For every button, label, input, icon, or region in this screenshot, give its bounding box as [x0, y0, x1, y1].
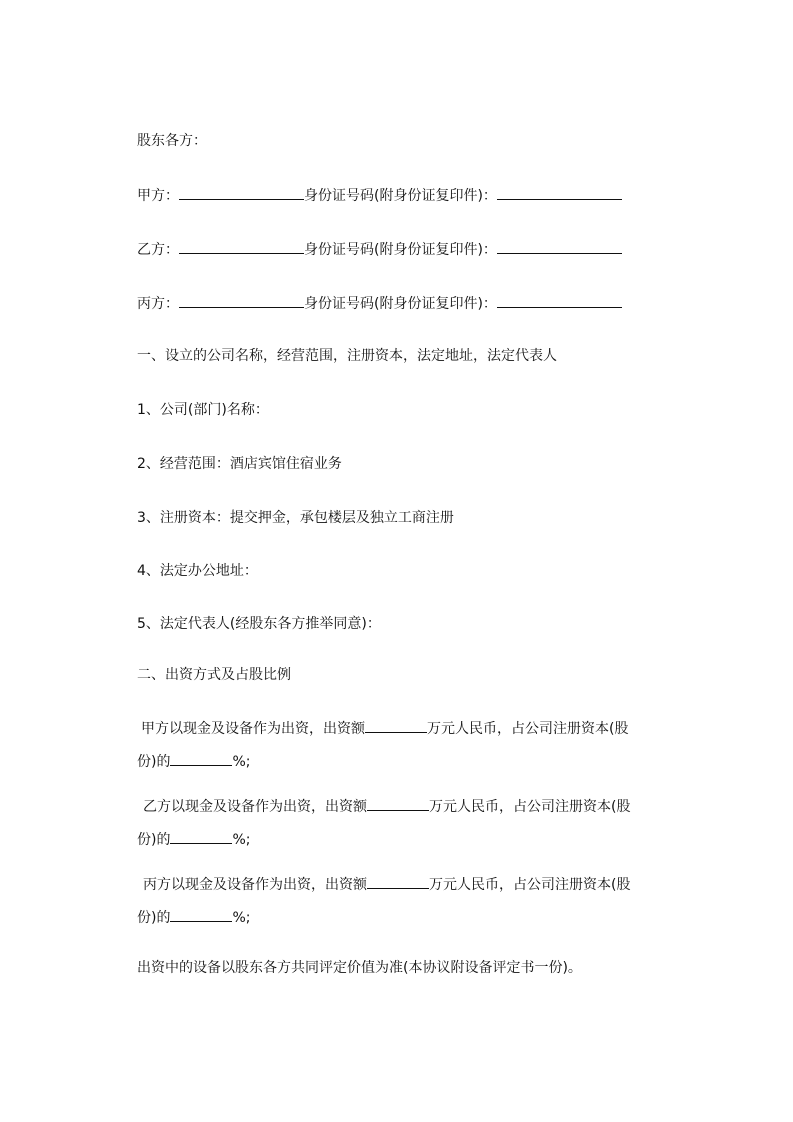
contribution-paragraph-b — [137, 796, 705, 862]
party-row-c — [137, 293, 622, 314]
contribution-text: 甲方以现金及设备作为出资，出资额 — [141, 721, 365, 737]
percent-blank[interactable] — [170, 829, 232, 844]
amount-blank[interactable] — [367, 796, 429, 811]
contribution-paragraph-c — [137, 874, 705, 940]
party-name-blank[interactable] — [179, 293, 304, 308]
party-id-label: 身份证号码(附身份证复印件)： — [304, 242, 497, 258]
contribution-text: 万元人民币，占公司注册资本(股 — [429, 877, 631, 893]
equipment-valuation-note: 出资中的设备以股东各方共同评定价值为准(本协议附设备评定书一份)。 — [137, 960, 582, 976]
section1-title: 一、设立的公司名称，经营范围，注册资本，法定地址，法定代表人 — [137, 348, 557, 364]
party-id-blank[interactable] — [497, 293, 622, 308]
contribution-text: %; — [232, 910, 251, 926]
party-row-a — [137, 185, 622, 206]
party-id-label: 身份证号码(附身份证复印件)： — [304, 296, 497, 312]
contribution-text: 万元人民币，占公司注册资本(股 — [429, 799, 631, 815]
party-name-blank[interactable] — [179, 239, 304, 254]
party-name-blank[interactable] — [179, 185, 304, 200]
section1-item-capital: 3、注册资本：提交押金，承包楼层及独立工商注册 — [137, 510, 454, 526]
section1-item-address: 4、法定办公地址： — [137, 563, 258, 579]
party-id-blank[interactable] — [497, 239, 622, 254]
contribution-text: 万元人民币，占公司注册资本(股 — [427, 721, 629, 737]
contribution-text: %; — [232, 832, 251, 848]
contribution-text: 份)的 — [137, 832, 171, 848]
contribution-text: 乙方以现金及设备作为出资，出资额 — [143, 799, 367, 815]
parties-heading: 股东各方： — [137, 133, 207, 149]
party-name-label: 乙方： — [137, 242, 179, 258]
contribution-text: %; — [232, 754, 251, 770]
section1-item-representative: 5、法定代表人(经股东各方推举同意)： — [137, 616, 381, 632]
contribution-text: 份)的 — [137, 910, 171, 926]
contribution-text: 丙方以现金及设备作为出资，出资额 — [143, 877, 367, 893]
party-name-label: 丙方： — [137, 296, 179, 312]
party-id-blank[interactable] — [497, 185, 622, 200]
section2-title: 二、出资方式及占股比例 — [137, 667, 291, 683]
section1-item-name: 1、公司(部门)名称： — [137, 402, 269, 418]
party-name-label: 甲方： — [137, 188, 179, 204]
party-id-label: 身份证号码(附身份证复印件)： — [304, 188, 497, 204]
amount-blank[interactable] — [365, 718, 427, 733]
percent-blank[interactable] — [170, 907, 232, 922]
contribution-paragraph-a — [137, 718, 705, 784]
contribution-text: 份)的 — [137, 754, 171, 770]
percent-blank[interactable] — [170, 751, 232, 766]
party-row-b — [137, 239, 622, 260]
section1-item-scope: 2、经营范围：酒店宾馆住宿业务 — [137, 456, 342, 472]
amount-blank[interactable] — [367, 874, 429, 889]
